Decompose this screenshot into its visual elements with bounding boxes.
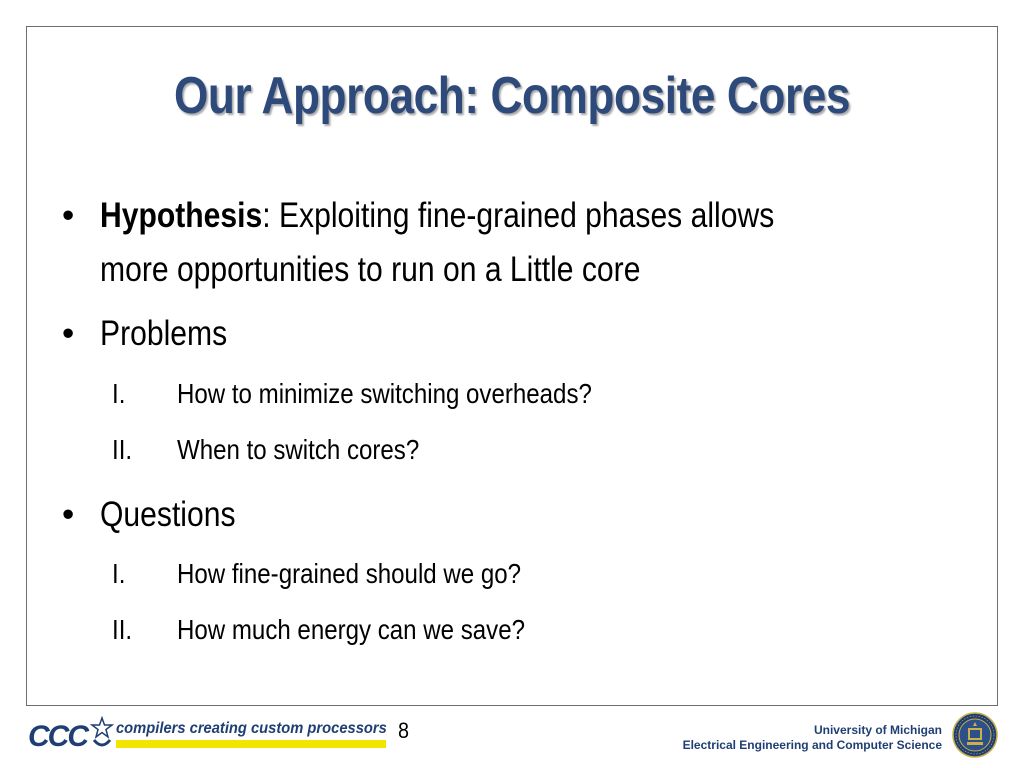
ccc-star-icon bbox=[88, 716, 116, 750]
university-name: University of Michigan bbox=[813, 723, 942, 737]
bullet-text: more opportunities to run on a Little core bbox=[100, 250, 641, 289]
roman-numeral: II. bbox=[112, 614, 133, 645]
roman-numeral: I. bbox=[112, 558, 126, 589]
bullet-marker: • bbox=[62, 196, 75, 235]
slide-frame bbox=[26, 26, 998, 706]
ccc-logo-tagline: compilers creating custom processors bbox=[116, 720, 387, 737]
bullet-marker: • bbox=[62, 314, 75, 353]
roman-numeral: I. bbox=[112, 378, 126, 409]
ccc-logo bbox=[28, 720, 387, 753]
bullet-bold-label: Hypothesis bbox=[100, 196, 263, 235]
roman-numeral: II. bbox=[112, 434, 133, 465]
ccc-logo-letters: CCC bbox=[28, 720, 87, 753]
sub-item-text: How fine-grained should we go? bbox=[177, 558, 522, 589]
sub-item-text: When to switch cores? bbox=[177, 434, 420, 465]
department-name: Electrical Engineering and Computer Science bbox=[682, 738, 942, 752]
sub-item-text: How to minimize switching overheads? bbox=[177, 378, 592, 409]
sub-item-text: How much energy can we save? bbox=[177, 614, 526, 645]
slide-title: Our Approach: Composite Cores bbox=[173, 67, 851, 125]
university-credit bbox=[683, 723, 942, 753]
bullet-text-rest: : Exploiting fine-grained phases allows bbox=[262, 196, 775, 235]
bullet-text bbox=[100, 196, 774, 236]
university-seal-icon bbox=[952, 712, 998, 758]
bullet-marker: • bbox=[62, 495, 75, 534]
bullet-text: Problems bbox=[100, 314, 228, 353]
page-number: 8 bbox=[398, 718, 410, 743]
bullet-text: Questions bbox=[100, 495, 236, 534]
ccc-logo-bar bbox=[116, 740, 386, 748]
